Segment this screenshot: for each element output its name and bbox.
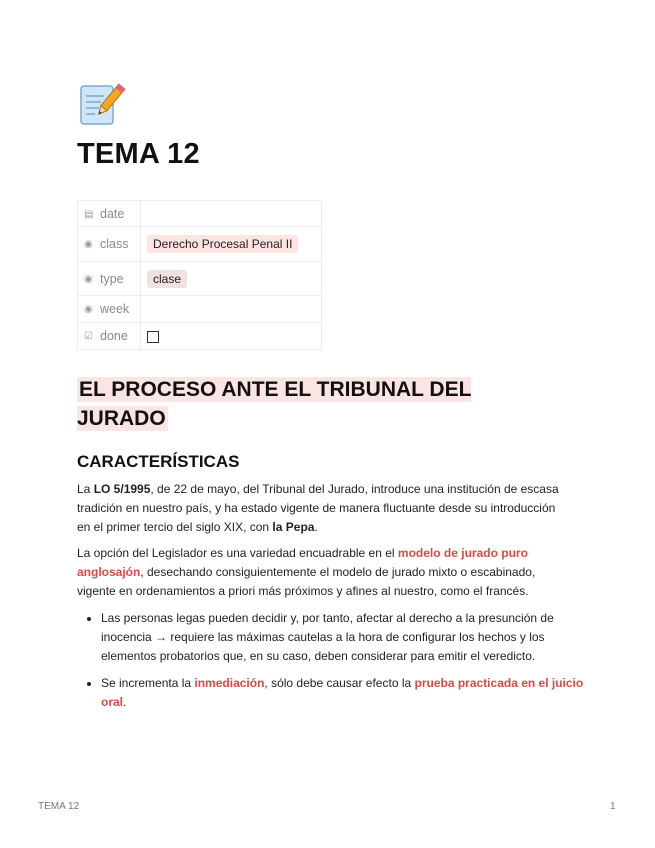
property-key [78, 296, 141, 323]
highlight-text: modelo de jurado puro anglosajón [77, 546, 528, 579]
property-value-type[interactable] [141, 262, 322, 296]
heading-2: CARACTERÍSTICAS [77, 452, 240, 471]
heading-1-text: EL PROCESO ANTE EL TRIBUNAL DEL JURADO [77, 378, 472, 430]
list-item-text: Las personas legas pueden decidir y, por tanto, afectar al derecho a la presunción de inocencia → requiere las máximas cautelas a la hora de configurar los hechos y los elementos probatorios que, en su caso, deben considerar para emitir el veredicto. [101, 611, 554, 663]
property-row-type [78, 262, 322, 296]
paragraph-1 [77, 480, 567, 537]
property-key [78, 262, 141, 296]
heading-1 [77, 375, 532, 433]
property-value-done [141, 323, 322, 350]
property-row-done [78, 323, 322, 350]
text-span: La opción del Legislador es una variedad encuadrable en el [77, 546, 398, 560]
select-icon: ◉ [84, 239, 93, 251]
page-number: 1 [610, 801, 616, 812]
property-row-date [78, 201, 322, 227]
property-key [78, 227, 141, 262]
text-span: La [77, 482, 94, 496]
text-span: Se incrementa la [101, 676, 195, 690]
properties-table [77, 200, 322, 350]
list-item [101, 609, 601, 666]
highlight-text: inmediación [194, 676, 265, 690]
text-span: , sólo debe causar efecto la [264, 676, 415, 690]
select-icon: ◉ [84, 273, 93, 285]
property-row-class [78, 227, 322, 262]
select-icon: ◉ [84, 304, 93, 316]
bold-text: la Pepa [272, 520, 315, 534]
checkbox-icon: ☑ [84, 331, 93, 343]
property-key-label: done [100, 329, 128, 343]
property-value-date[interactable] [141, 201, 322, 227]
property-key-label: class [100, 237, 129, 251]
class-tag[interactable]: Derecho Procesal Penal II [147, 235, 298, 253]
property-key-label: week [100, 302, 130, 316]
text-span: , de 22 de mayo, del Tribunal del Jurado, introduce una institución de escasa tradición en nuestro país, y ha estado vigente de manera fluctuante desde su introducción en el primer tercio del siglo XIX, con [77, 482, 559, 534]
done-checkbox[interactable] [147, 331, 159, 343]
property-value-class[interactable] [141, 227, 322, 262]
highlight-text: prueba practicada en el juicio oral [101, 676, 584, 709]
text-span: , desechando consiguientemente el modelo de jurado mixto o escabinado, vigente en ordenamientos a priori más próximos y afines al nuestro, como el francés. [77, 565, 536, 598]
calendar-icon: ▤ [84, 208, 94, 220]
property-row-week [78, 296, 322, 323]
bullet-list [77, 609, 601, 720]
property-key [78, 323, 141, 350]
property-value-week[interactable] [141, 296, 322, 323]
memo-icon [77, 80, 125, 128]
list-item [101, 674, 601, 712]
paragraph-2 [77, 544, 567, 601]
property-key [78, 201, 141, 227]
text-span: . [123, 695, 127, 709]
footer-title: TEMA 12 [38, 801, 80, 812]
property-key-label: type [100, 271, 124, 286]
page-title: TEMA 12 [77, 138, 200, 170]
text-span: . [314, 520, 318, 534]
bold-text: LO 5/1995 [93, 482, 151, 496]
type-tag[interactable]: clase [147, 270, 187, 288]
property-key-label: date [100, 206, 125, 221]
